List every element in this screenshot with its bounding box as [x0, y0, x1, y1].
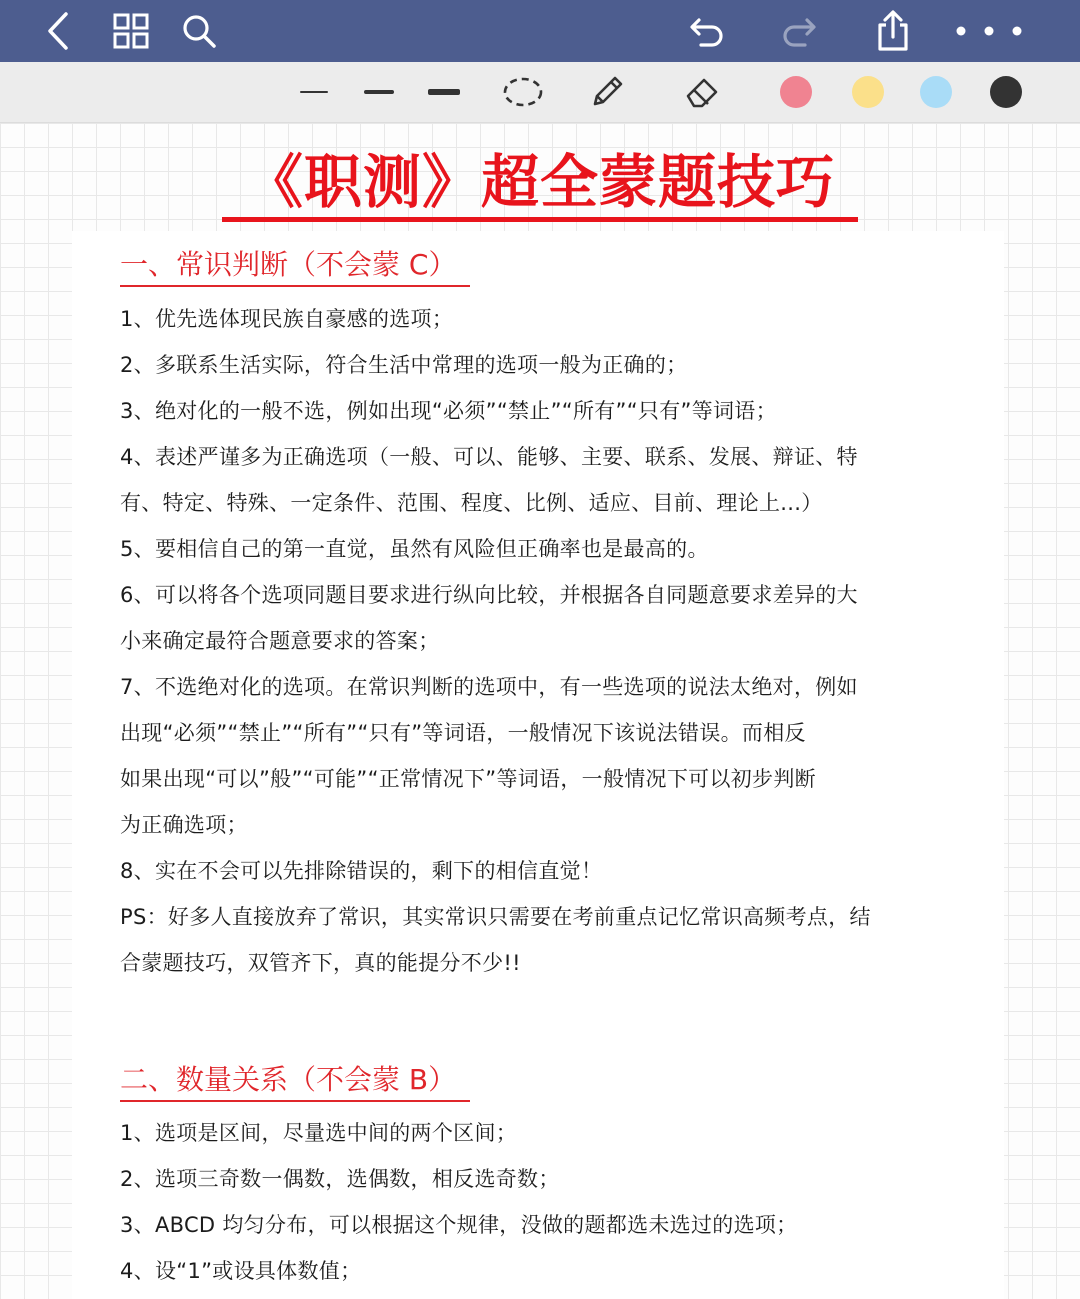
text-line: 合蒙题技巧，双管齐下，真的能提分不少!! [120, 951, 521, 975]
back-button[interactable] [34, 6, 84, 56]
grid-icon [113, 13, 149, 49]
note-canvas[interactable] [0, 123, 1080, 1299]
pencil-icon [587, 72, 627, 112]
stroke-medium-icon [364, 90, 394, 94]
pen-tool-button[interactable] [584, 70, 630, 114]
yellow-swatch [852, 76, 884, 108]
redo-button[interactable] [774, 6, 824, 56]
text-line: 4、表述严谨多为正确选项（一般、可以、能够、主要、联系、发展、辩证、特 [120, 445, 858, 469]
stroke-thick-button[interactable] [426, 70, 462, 114]
text-line: 为正确选项； [120, 813, 248, 837]
text-line: 出现“必须”“禁止”“所有”“只有”等词语，一般情况下该说法错误。而相反 [120, 721, 806, 745]
stroke-thin-icon [300, 91, 328, 93]
color-blue-button[interactable] [916, 70, 956, 114]
text-line: 有、特定、特殊、一定条件、范围、程度、比例、适应、目前、理论上...） [120, 491, 823, 515]
undo-button[interactable] [682, 6, 732, 56]
stroke-medium-button[interactable] [362, 70, 396, 114]
eraser-icon [680, 72, 722, 112]
blue-swatch [920, 76, 952, 108]
text-line: 2、多联系生活实际，符合生活中常理的选项一般为正确的； [120, 353, 688, 377]
text-line: 如果出现“可以”般”“可能”“正常情况下”等词语，一般情况下可以初步判断 [120, 767, 816, 791]
text-line: 3、ABCD 均匀分布，可以根据这个规律，没做的题都选未选过的选项； [120, 1213, 798, 1237]
stroke-thin-button[interactable] [298, 70, 330, 114]
lasso-icon [502, 75, 544, 109]
top-navigation-bar [0, 0, 1080, 62]
stroke-thick-icon [428, 89, 460, 95]
share-button[interactable] [868, 6, 918, 56]
search-icon [181, 13, 217, 49]
color-yellow-button[interactable] [848, 70, 888, 114]
thumbnails-button[interactable] [106, 6, 156, 56]
eraser-tool-button[interactable] [678, 70, 724, 114]
text-line: PS：好多人直接放弃了常识，其实常识只需要在考前重点记忆常识高频考点，结 [120, 905, 871, 929]
text-line: 3、绝对化的一般不选，例如出现“必须”“禁止”“所有”“只有”等词语； [120, 399, 777, 423]
text-line: 4、设“1”或设具体数值； [120, 1259, 362, 1283]
document-title: 《职测》超全蒙题技巧 [222, 147, 858, 222]
text-line: 6、可以将各个选项同题目要求进行纵向比较，并根据各自同题意要求差异的大 [120, 583, 858, 607]
text-line: 小来确定最符合题意要求的答案； [120, 629, 440, 653]
search-button[interactable] [174, 6, 224, 56]
pink-swatch [780, 76, 812, 108]
drawing-toolbar [0, 62, 1080, 123]
more-button[interactable] [950, 6, 1026, 56]
chevron-left-icon [44, 11, 74, 51]
color-black-button[interactable] [986, 70, 1026, 114]
section-heading-quantitative: 二、数量关系（不会蒙 B） [120, 1060, 470, 1102]
undo-icon [687, 11, 727, 51]
lasso-button[interactable] [500, 70, 546, 114]
black-swatch [990, 76, 1022, 108]
text-line: 1、优先选体现民族自豪感的选项； [120, 307, 454, 331]
text-line: 8、实在不会可以先排除错误的，剩下的相信直觉！ [120, 859, 603, 883]
text-line: 2、选项三奇数一偶数，选偶数，相反选奇数； [120, 1167, 560, 1191]
share-icon [873, 9, 913, 53]
section-heading-common-sense: 一、常识判断（不会蒙 C） [120, 245, 470, 287]
more-icon [953, 25, 1023, 37]
text-line: 7、不选绝对化的选项。在常识判断的选项中，有一些选项的说法太绝对，例如 [120, 675, 858, 699]
redo-icon [779, 11, 819, 51]
text-line: 5、要相信自己的第一直觉，虽然有风险但正确率也是最高的。 [120, 537, 709, 561]
color-pink-button[interactable] [776, 70, 816, 114]
text-line: 1、选项是区间，尽量选中间的两个区间； [120, 1121, 518, 1145]
